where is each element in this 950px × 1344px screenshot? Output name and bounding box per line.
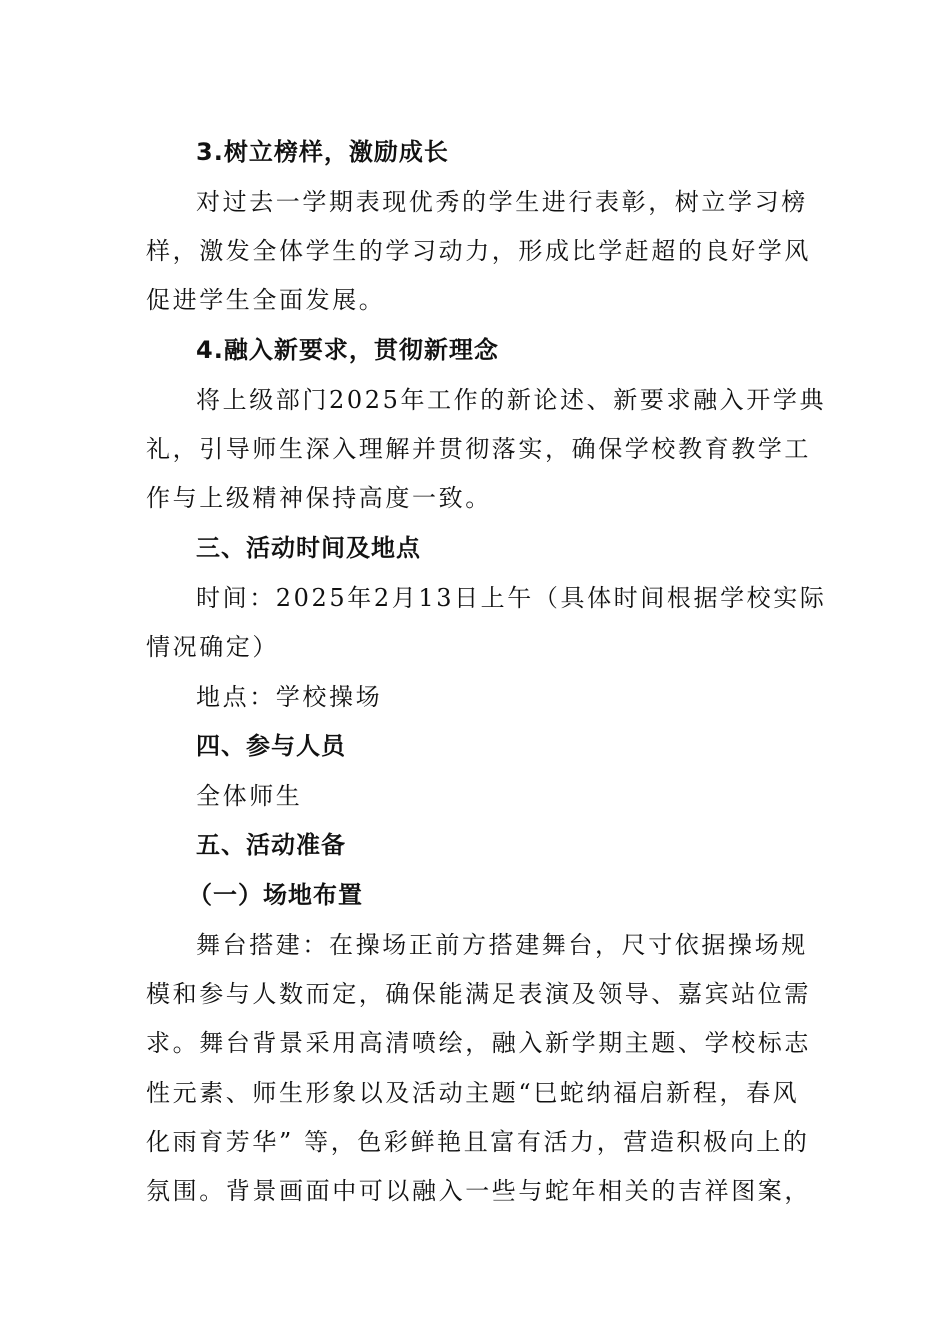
paragraph-line: 化雨育芳华” 等，色彩鲜艳且富有活力，营造积极向上的 — [146, 1128, 810, 1156]
section-heading: 4.融入新要求，贯彻新理念 — [196, 336, 499, 364]
paragraph-line: 对过去一学期表现优秀的学生进行表彰，树立学习榜 — [196, 188, 808, 216]
paragraph-line: 舞台搭建：在操场正前方搭建舞台，尺寸依据操场规 — [196, 931, 808, 959]
section-heading: 3.树立榜样，激励成长 — [196, 138, 449, 166]
section-heading: 三、活动时间及地点 — [196, 534, 421, 562]
paragraph-line: 样，激发全体学生的学习动力，形成比学赶超的良好学风 — [146, 237, 811, 265]
subsection-heading: （一）场地布置 — [188, 881, 363, 909]
paragraph-line: 礼，引导师生深入理解并贯彻落实，确保学校教育教学工 — [146, 435, 811, 463]
section-heading: 四、参与人员 — [196, 732, 346, 760]
paragraph-line: 情况确定） — [146, 633, 279, 661]
paragraph-line: 地点：学校操场 — [196, 683, 383, 711]
section-heading: 五、活动准备 — [196, 831, 346, 859]
paragraph-line: 时间：2025年2月13日上午（具体时间根据学校实际 — [196, 584, 827, 612]
paragraph-line: 模和参与人数而定，确保能满足表演及领导、嘉宾站位需 — [146, 980, 811, 1008]
paragraph-line: 氛围。背景画面中可以融入一些与蛇年相关的吉祥图案， — [146, 1177, 811, 1205]
paragraph-line: 求。舞台背景采用高清喷绘，融入新学期主题、学校标志 — [146, 1029, 811, 1057]
paragraph-line: 促进学生全面发展。 — [146, 286, 386, 314]
paragraph-line: 将上级部门2025年工作的新论述、新要求融入开学典 — [196, 386, 827, 414]
paragraph-line: 全体师生 — [196, 782, 303, 810]
paragraph-line: 性元素、师生形象以及活动主题“巳蛇纳福启新程，春风 — [146, 1079, 800, 1107]
paragraph-line: 作与上级精神保持高度一致。 — [146, 484, 492, 512]
